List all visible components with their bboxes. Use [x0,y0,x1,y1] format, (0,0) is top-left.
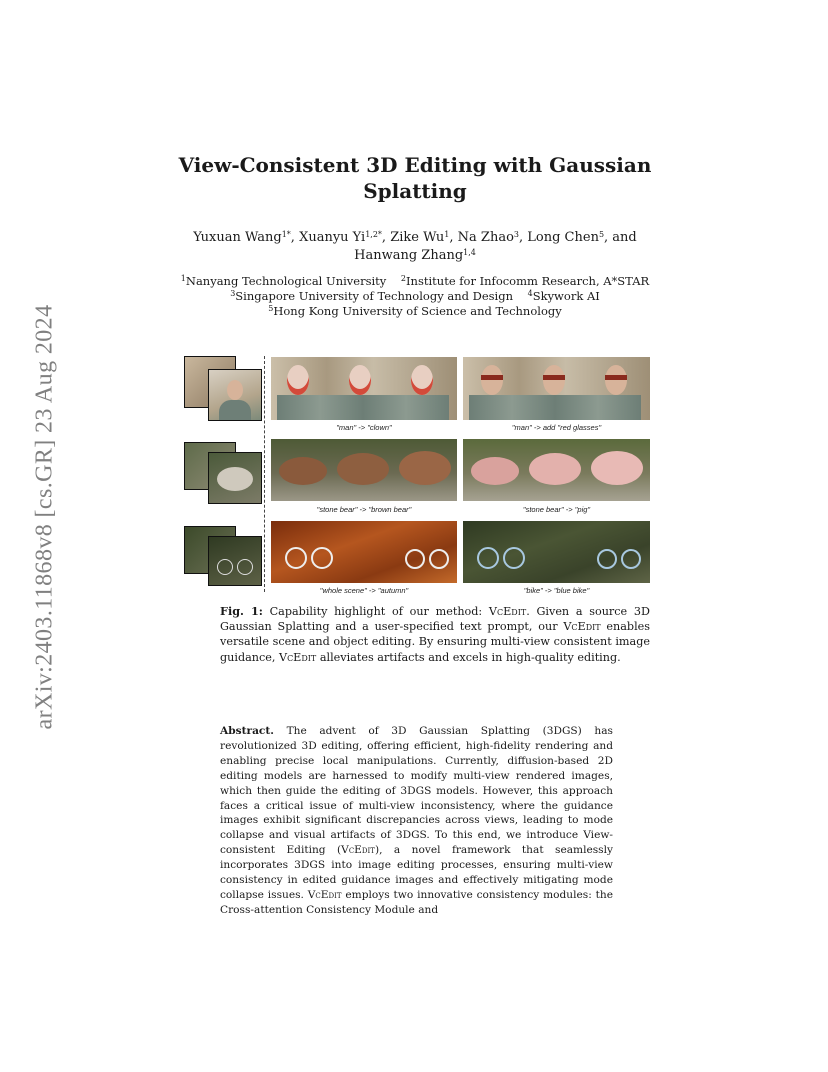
author: Zike Wu [390,230,445,245]
abstract-label: Abstract. [220,725,274,737]
result-brown-bear [271,439,457,501]
caption-red-glasses: "man" -> add "red glasses" [511,423,602,432]
affiliation: Nanyang Technological University [185,274,387,288]
caption-autumn: "whole scene" -> "autumn" [319,586,409,595]
figure-divider [264,356,265,592]
affiliation: Skywork AI [532,289,600,303]
author: Long Chen [527,230,599,245]
author: Na Zhao [457,230,514,245]
result-pig [463,439,650,501]
caption-brown-bear: "stone bear" -> "brown bear" [316,505,412,514]
author-list: Yuxuan Wang$^{1*}$, Xuanyu $Yi^{1,2*}$, Zike Wu$^1$, Na Zhao$^3$, Long Chen$^5$, and Hanwang Zhang$^{1,4}$ [193,230,637,263]
author: Yuxuan Wang [193,230,282,245]
caption-blue-bike: "bike" -> "blue bike" [523,586,590,595]
figure-1 [184,356,650,595]
author: Xuanyu Yi [299,230,366,245]
method-name: VcEdit [488,605,527,618]
method-name: VcEdit [341,844,375,857]
method-name: VcEdit [307,888,342,901]
affiliation: Institute for Infocomm Research, A*STAR [406,274,650,288]
result-autumn [271,521,457,583]
result-blue-bike [463,521,650,583]
abstract: Abstract. The advent of 3D Gaussian Splatting (3DGS) has revolutionized 3D editing, offering efficient, high-fidelity rendering and enabling precise local manipulations. Currently, diffusion-based 2D editing models are harnessed to modify multi-view rendered images, which then guide the editing of 3DGS models. However, this approach faces a critical issue of multi-view inconsistency, where the guidance images exhibit significant discrepancies across views, leading to mode collapse and visual artifacts of 3DGS. To this end, we introduce View-consistent Editing (VcEdit), a novel framework that seamlessly incorporates 3DGS into image editing processes, ensuring multi-view consistency in edited guidance images and effectively mitigating mode collapse issues. VcEdit employs two innovative consistency modules: the Cross-attention Consistency Module and [220,725,613,916]
result-man-red-glasses [463,357,650,420]
affiliation: Hong Kong University of Science and Technology [273,304,562,318]
author: Hanwang Zhang [354,248,464,263]
caption-man-clown: "man" -> "clown" [336,423,392,432]
arxiv-stamp [20,272,70,762]
paper-title: View-Consistent 3D Editing with Gaussian Splatting [178,153,652,203]
arxiv-id: arXiv:2403.11868v8 [cs.GR] 23 Aug 2024 [31,304,58,730]
method-name: VcEdit [563,620,601,634]
figure-label: Fig. 1: [220,604,263,618]
affiliation: Singapore University of Technology and Design [235,289,513,303]
affiliation-list: $^1$Nanyang Technological University $^2$Institute for Infocomm Research, A*STAR $^3$Singapore University of Technology and Design $^4$Skywork AI $^5$Hong Kong University of Science and Technology [180,274,650,318]
source-portrait-front [208,369,262,421]
result-man-clown [271,357,457,420]
method-name: VcEdit [278,650,317,664]
figure-caption: Fig. 1: Capability highlight of our method: VcEdit. Given a source 3D Gaussian Splatting and a user-specified text prompt, our VcEdit enables versatile scene and object editing. By ensuring multi-view consistent image guidance, VcEdit alleviates artifacts and excels in high-quality editing. [220,604,651,664]
source-bike-front [208,536,262,586]
caption-pig: "stone bear" -> "pig" [522,505,591,514]
source-bear-front [208,452,262,504]
